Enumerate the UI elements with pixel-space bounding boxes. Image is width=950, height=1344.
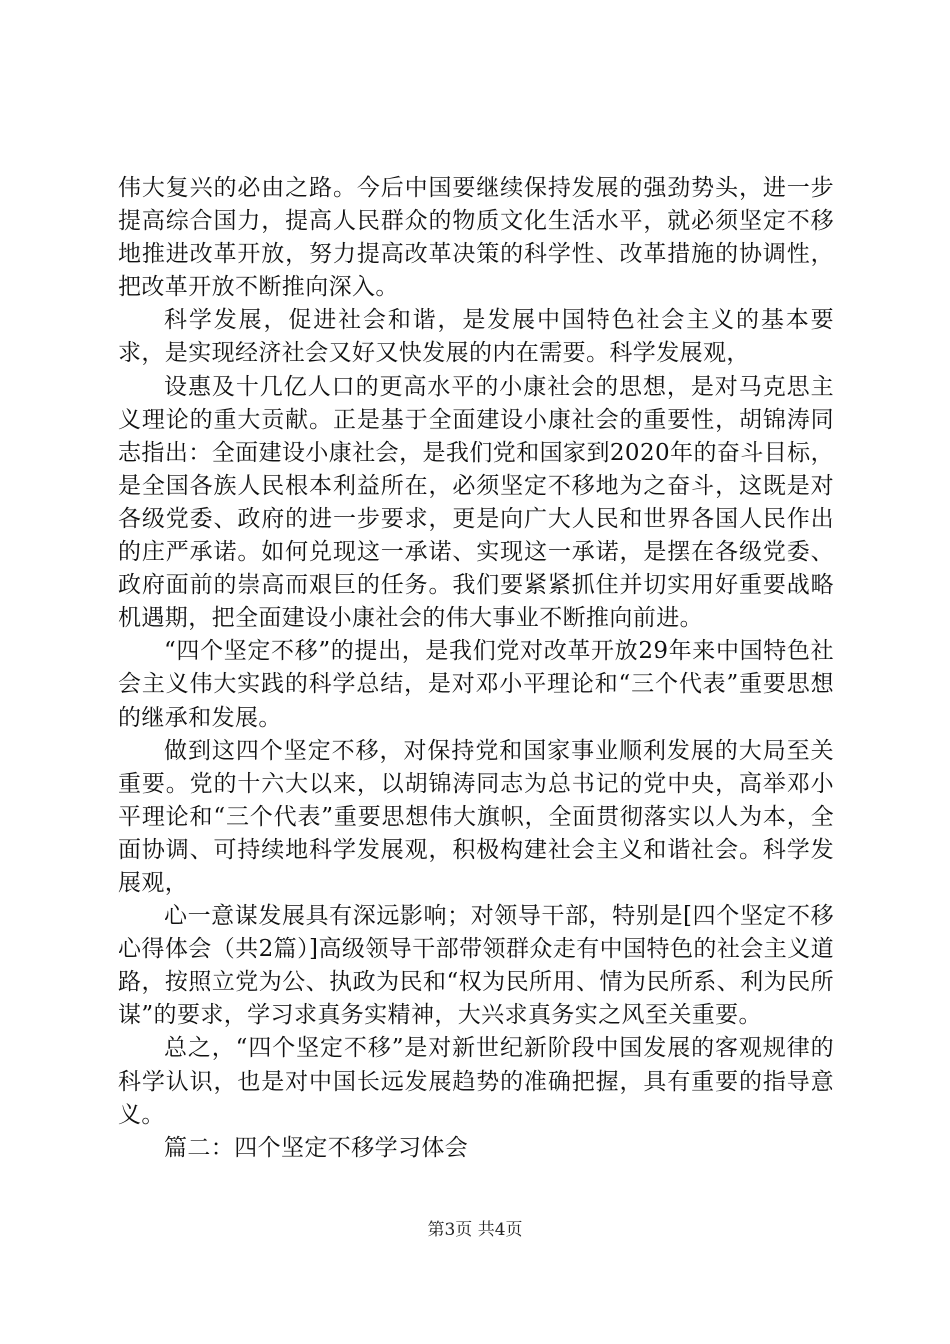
paragraph-3: 设惠及十几亿人口的更高水平的小康社会的思想，是对马克思主义理论的重大贡献。正是基于全面建设小康社会的重要性，胡锦涛同志指出：全面建设小康社会，是我们党和国家到2020年的奋斗目标，是全国各族人民根本利益所在，必须坚定不移地为之奋斗，这既是对各级党委、政府的进一步要求，更是向广大人民和世界各国人民作出的庄严承诺。如何兑现这一承诺、实现这一承诺，是摆在各级党委、政府面前的崇高而艰巨的任务。我们要紧紧抓住并切实用好重要战略机遇期，把全面建设小康社会的伟大事业不断推向前进。 [118,373,834,632]
paragraph-2: 科学发展，促进社会和谐，是发展中国特色社会主义的基本要求，是实现经济社会又好又快发展的内在需要。科学发展观， [118,307,834,367]
paragraph-7: 总之，“四个坚定不移”是对新世纪新阶段中国发展的客观规律的科学认识，也是对中国长远发展趋势的准确把握，具有重要的指导意义。 [118,1035,834,1128]
section-heading: 篇二：四个坚定不移学习体会 [164,1134,469,1161]
paragraph-1: 伟大复兴的必由之路。今后中国要继续保持发展的强劲势头，进一步提高综合国力，提高人民群众的物质文化生活水平，就必须坚定不移地推进改革开放，努力提高改革决策的科学性、改革措施的协调性，把改革开放不断推向深入。 [118,175,834,301]
paragraph-5: 做到这四个坚定不移，对保持党和国家事业顺利发展的大局至关重要。党的十六大以来，以胡锦涛同志为总书记的党中央，高举邓小平理论和“三个代表”重要思想伟大旗帜，全面贯彻落实以人为本，全面协调、可持续地科学发展观，积极构建社会主义和谐社会。科学发展观， [118,737,834,896]
page-footer: 第3页 共4页 [427,1220,523,1240]
paragraph-4: “四个坚定不移”的提出，是我们党对改革开放29年来中国特色社会主义伟大实践的科学总结，是对邓小平理论和“三个代表”重要思想的继承和发展。 [118,638,834,731]
body-text [118,172,834,1165]
paragraph-6: 心一意谋发展具有深远影响；对领导干部，特别是[四个坚定不移心得体会（共2篇）]高级领导干部带领群众走有中国特色的社会主义道路，按照立党为公、执政为民和“权为民所用、情为民所系、利为民所谋”的要求，学习求真务实精神，大兴求真务实之风至关重要。 [118,903,834,1029]
